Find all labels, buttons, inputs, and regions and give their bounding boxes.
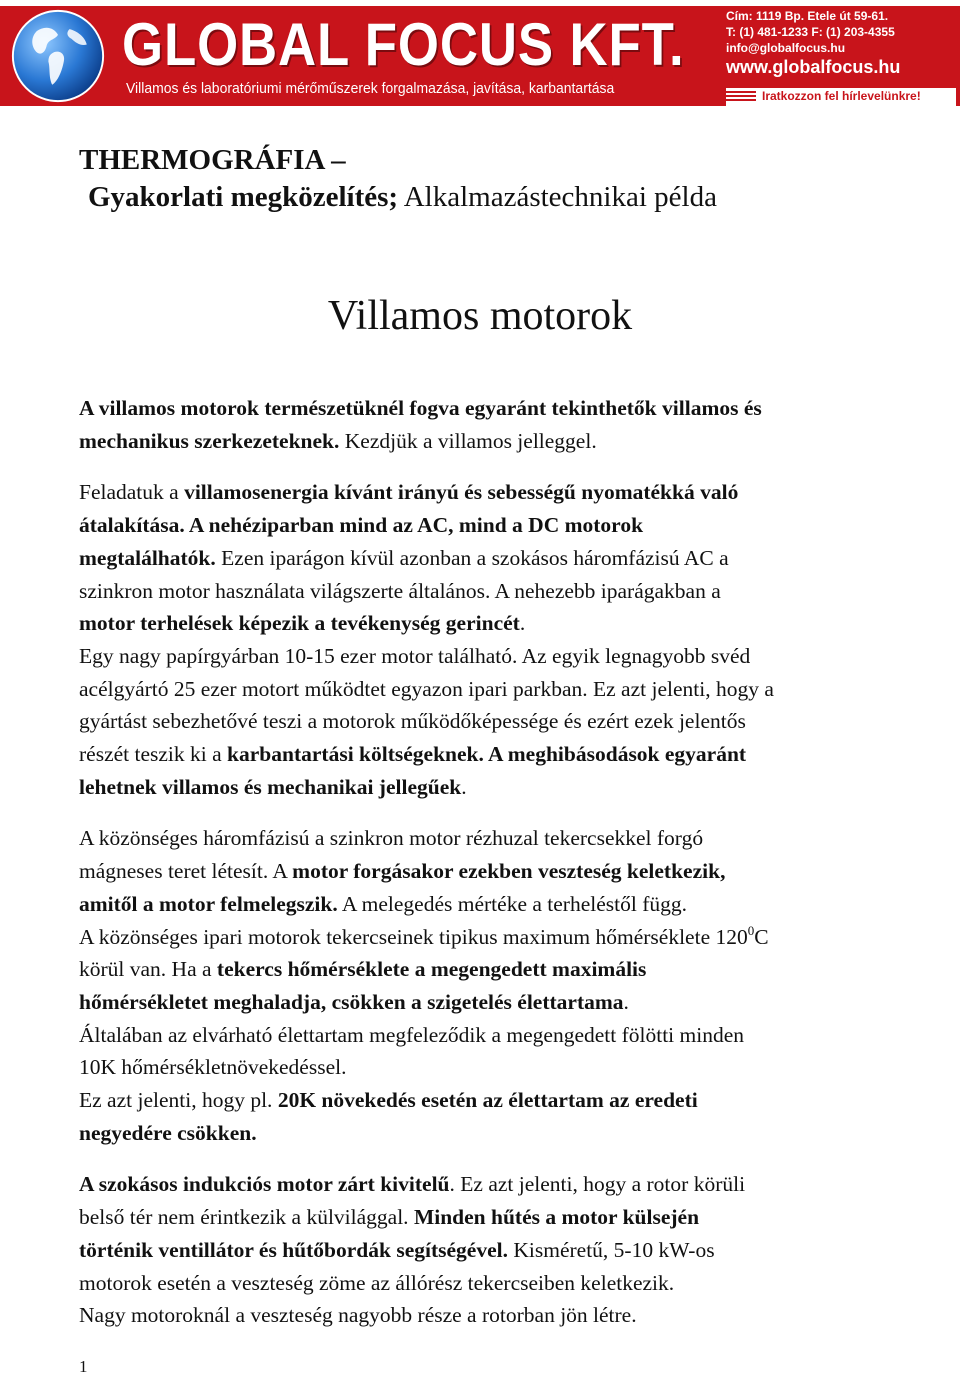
text-span: motorok esetén a veszteség zöme az állórész tekercseiben keletkezik.	[79, 1270, 675, 1295]
text-bold: lehetnek villamos és mechanikai jellegűek	[79, 774, 462, 799]
text-span: Ez azt jelenti, hogy pl.	[79, 1088, 278, 1113]
text-line	[79, 425, 899, 458]
newsletter-link[interactable]	[726, 88, 956, 106]
text-span: C	[754, 924, 769, 949]
text-span: Feladatuk a	[79, 480, 185, 505]
text-line	[79, 1051, 899, 1084]
text-line	[79, 705, 899, 738]
subtitle-bold: Gyakorlati megközelítés;	[88, 181, 399, 213]
text-bold: hőmérsékletet meghaladja, csökken a szigetelés élettartama	[79, 989, 624, 1014]
text-span: 10K hőmérsékletnövekedéssel.	[79, 1055, 347, 1080]
text-bold: megtalálhatók.	[79, 545, 216, 570]
text-line	[79, 1084, 899, 1117]
document-body	[79, 392, 899, 1332]
contact-block	[726, 8, 956, 78]
contact-website[interactable]: www.globalfocus.hu	[726, 57, 901, 77]
text-line	[79, 575, 899, 608]
text-bold: Minden hűtés a motor külsején	[413, 1205, 700, 1230]
text-bold: tekercs hőmérséklete a megengedett maximális	[216, 957, 647, 982]
text-line	[79, 738, 899, 771]
header-banner	[0, 6, 960, 106]
text-span: .	[461, 774, 467, 799]
text-bold: 20K növekedés esetén az élettartam az eredeti	[277, 1088, 698, 1113]
text-line	[79, 509, 899, 542]
page-number: 1	[79, 1357, 88, 1376]
brand-name: GLOBAL FOCUS KFT.	[122, 11, 685, 78]
text-span: belső tér nem érintkezik a külvilággal.	[79, 1205, 414, 1230]
text-line	[79, 1168, 899, 1201]
contact-address: Cím: 1119 Bp. Etele út 59-61.	[726, 9, 889, 23]
text-span: Egy nagy papírgyárban 10-15 ezer motor található. Az egyik legnagyobb svéd	[79, 643, 751, 668]
text-span: A közönséges háromfázisú a szinkron motor rézhuzal tekercsekkel forgó	[79, 826, 704, 851]
text-span: . Ez azt jelenti, hogy a rotor körüli	[449, 1172, 746, 1197]
text-span: Kisméretű, 5-10 kW-os	[507, 1237, 715, 1262]
document-subtitle	[88, 180, 717, 214]
speed-lines-icon	[726, 91, 756, 103]
text-line	[79, 1201, 899, 1234]
newsletter-label: Iratkozzon fel hírlevelünkre!	[762, 89, 921, 103]
text-bold: motor forgásakor ezekben veszteség keletkezik,	[292, 859, 726, 884]
text-line	[79, 1019, 899, 1052]
text-line	[79, 986, 899, 1019]
text-line	[79, 822, 899, 855]
text-line	[79, 640, 899, 673]
text-line	[79, 855, 899, 888]
text-span: Általában az elvárható élettartam megfeleződik a megengedett fölötti minden	[79, 1022, 745, 1047]
text-span: szinkron motor használata világszerte általános. A nehezebb iparágakban a	[79, 578, 721, 603]
text-line	[79, 953, 899, 986]
text-bold: karbantartási költségeknek. A meghibásodások egyaránt	[227, 742, 747, 767]
text-span: acélgyártó 25 ezer motort működtet egyazon ipari parkban. Ez azt jelenti, hogy a	[79, 676, 774, 701]
text-span: részét teszik ki a	[79, 742, 228, 767]
text-span: Nagy motoroknál a veszteség nagyobb része a rotorban jön létre.	[79, 1303, 637, 1328]
text-bold: motor terhelések képezik a tevékenység gerincét	[79, 611, 520, 636]
text-line	[79, 1267, 899, 1300]
text-span: Kezdjük a villamos jelleggel.	[339, 428, 597, 453]
text-line	[79, 1234, 899, 1267]
brand-tagline: Villamos és laboratóriumi mérőműszerek forgalmazása, javítása, karbantartása	[126, 80, 615, 97]
text-line	[79, 673, 899, 706]
document-title: THERMOGRÁFIA –	[79, 144, 346, 176]
text-line	[79, 888, 899, 921]
text-span: gyártást sebezhetővé teszi a motorok működőképessége és ezért ezek jelentős	[79, 709, 746, 734]
text-line	[79, 771, 899, 804]
text-span: .	[623, 989, 629, 1014]
text-span: A közönséges ipari motorok tekercseinek tipikus maximum hőmérséklete 120	[79, 924, 748, 949]
text-span: Ezen iparágon kívül azonban a szokásos háromfázisú AC a	[215, 545, 729, 570]
text-bold: mechanikus szerkezeteknek.	[79, 428, 340, 453]
contact-phone: T: (1) 481-1233 F: (1) 203-4355	[726, 25, 895, 39]
text-span: .	[519, 611, 526, 636]
text-line	[79, 392, 899, 425]
text-bold: villamosenergia kívánt irányú és sebességű nyomatékká való	[184, 480, 739, 505]
text-bold: A villamos motorok természetüknél fogva egyaránt tekinthetők villamos és	[79, 396, 762, 420]
text-bold: A szokásos indukciós motor zárt kivitelű	[79, 1172, 450, 1197]
superscript: 0	[747, 922, 755, 938]
text-line	[79, 542, 899, 575]
text-bold: átalakítása. A nehéziparban mind az AC, mind a DC motorok	[79, 513, 644, 538]
section-heading: Villamos motorok	[327, 293, 633, 339]
text-bold: amitől a motor felmelegszik.	[79, 891, 338, 916]
globe-icon	[10, 8, 106, 104]
text-span: A melegedés mértéke a terheléstől függ.	[337, 891, 687, 916]
text-bold: negyedére csökken.	[79, 1120, 257, 1145]
subtitle-rest: Alkalmazástechnikai példa	[398, 181, 717, 213]
text-line	[79, 607, 899, 640]
contact-email[interactable]: info@globalfocus.hu	[726, 41, 846, 55]
text-span: mágneses teret létesít. A	[79, 859, 293, 884]
text-line	[79, 921, 899, 954]
text-line	[79, 476, 899, 509]
text-bold: történik ventillátor és hűtőbordák segítségével.	[79, 1237, 508, 1262]
text-line	[79, 1299, 899, 1332]
text-span: körül van. Ha a	[79, 957, 217, 982]
text-line	[79, 1117, 899, 1150]
